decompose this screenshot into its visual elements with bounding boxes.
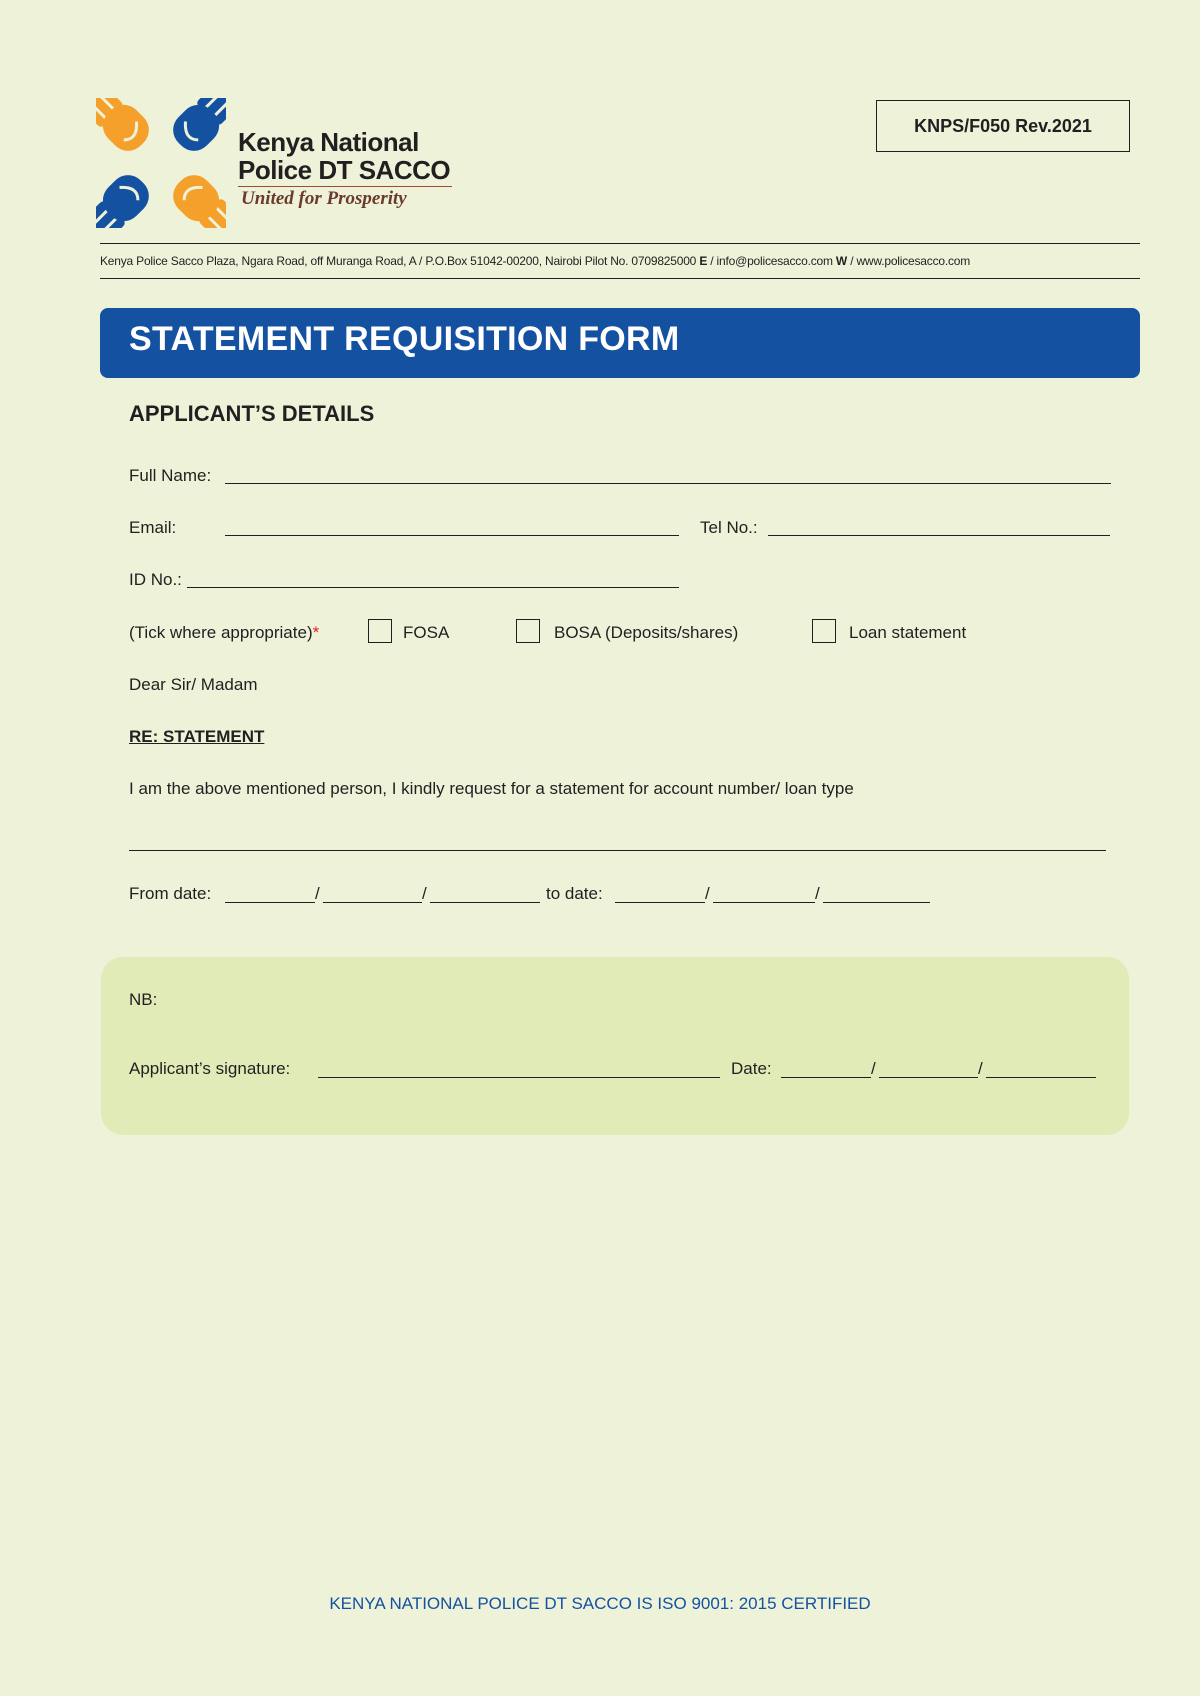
address-rule-bottom [100,278,1140,279]
tick-instruction [129,623,319,643]
brand-line-2: Police DT SACCO [238,155,451,185]
id-field[interactable] [187,587,679,588]
to-date-label: to date: [546,884,603,903]
date-separator: / [705,884,710,903]
loan-statement-label: Loan statement [849,623,967,642]
loan-statement-checkbox[interactable] [812,619,836,643]
tel-field[interactable] [768,535,1110,536]
web-prefix: W [835,254,848,268]
address-bar [100,254,1140,268]
from-month-field[interactable] [323,902,422,903]
to-month-field[interactable] [713,902,815,903]
signature-month-field[interactable] [879,1077,978,1078]
nb-label: NB: [129,990,158,1009]
address-text: Kenya Police Sacco Plaza, Ngara Road, off Muranga Road, A / P.O.Box 51042-00200, Nairobi Pilot No. 0709825000 [100,254,697,268]
tick-label: (Tick where appropriate) [129,623,313,642]
address-rule-top [100,243,1140,244]
full-name-field[interactable] [225,483,1111,484]
from-date-label: From date: [129,884,212,903]
sacco-logo-icon [96,98,226,228]
tel-label: Tel No.: [700,518,758,537]
signature-year-field[interactable] [986,1077,1096,1078]
to-day-field[interactable] [615,902,705,903]
email-field[interactable] [225,535,679,536]
bosa-label: BOSA (Deposits/shares) [554,623,739,642]
full-name-label: Full Name: [129,466,212,485]
certification-footer: KENYA NATIONAL POLICE DT SACCO IS ISO 9001: 2015 CERTIFIED [329,1594,871,1613]
required-mark: * [312,623,320,642]
date-separator: / [422,884,427,903]
date-separator: / [871,1059,876,1078]
id-label: ID No.: [129,570,182,589]
date-separator: / [315,884,320,903]
email-link[interactable]: / info@policesacco.com [710,254,833,268]
from-year-field[interactable] [430,902,540,903]
to-year-field[interactable] [823,902,930,903]
request-text: I am the above mentioned person, I kindly request for a statement for account number/ loan type [129,779,854,798]
re-heading: RE: STATEMENT [129,727,265,746]
from-day-field[interactable] [225,902,315,903]
form-title: STATEMENT REQUISITION FORM [129,320,680,358]
salutation: Dear Sir/ Madam [129,675,258,694]
fosa-checkbox[interactable] [368,619,392,643]
website-link[interactable]: / www.policesacco.com [850,254,971,268]
bosa-checkbox[interactable] [516,619,540,643]
signature-label: Applicant’s signature: [129,1059,291,1078]
fosa-label: FOSA [403,623,450,642]
brand-name [238,128,450,184]
signature-field[interactable] [318,1077,720,1078]
nb-panel [101,957,1129,1135]
email-label: Email: [129,518,177,537]
date-separator: / [815,884,820,903]
brand-divider [238,186,452,187]
brand-tagline: United for Prosperity [241,188,407,209]
section-title: APPLICANT’S DETAILS [129,401,375,426]
signature-date-label: Date: [731,1059,772,1078]
form-code-box [876,100,1130,152]
signature-day-field[interactable] [781,1077,871,1078]
form-code: KNPS/F050 Rev.2021 [914,115,1092,136]
date-separator: / [978,1059,983,1078]
brand-line-1: Kenya National [238,127,419,157]
email-prefix: E [699,254,708,268]
account-number-field[interactable] [129,850,1106,851]
